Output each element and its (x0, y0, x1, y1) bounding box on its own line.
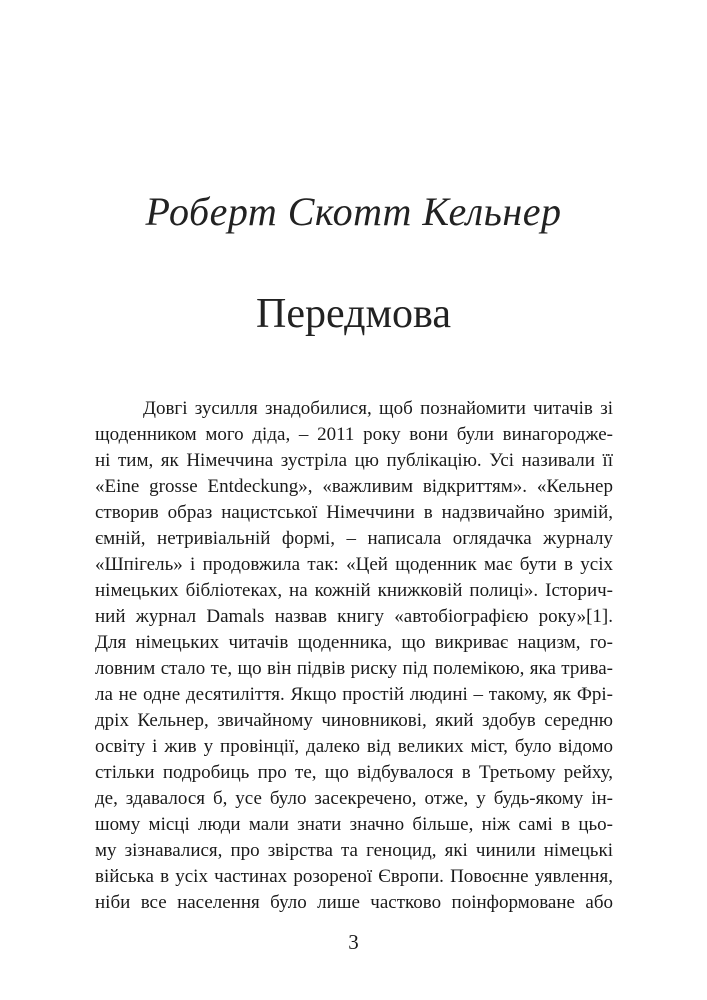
text-line: щоденником мого діда, – 2011 року вони були винагородже- (95, 424, 613, 445)
text-line: ла не одне десятиліття. Якщо простій людині – такому, як Фрі- (95, 684, 613, 705)
text-line: німецьких бібліотеках, на кожній книжковій полиці». Історич- (95, 580, 613, 601)
text-line: де, здавалося б, усе було засекречено, отже, у будь-якому ін- (95, 788, 613, 809)
page-number: 3 (348, 930, 359, 954)
text-line: ніби все населення було лише частково поінформоване або (95, 892, 613, 913)
text-line: «Eine grosse Entdeckung», «важливим відкриттям». «Кельнер (95, 476, 613, 497)
text-line: створив образ нацистської Німеччини в надзвичайно зримій, (95, 502, 613, 523)
body-text (95, 396, 613, 916)
text-line: ловним стало те, що він підвів риску під полемікою, яка трива- (95, 658, 613, 679)
text-line: ємній, нетривіальній формі, – написала оглядачка журналу (95, 528, 613, 549)
text-line: ні тим, як Німеччина зустріла цю публікацію. Усі називали її (95, 450, 613, 471)
text-line: війська в усіх частинах розореної Європи. Повоєнне уявлення, (95, 866, 613, 887)
text-line: му зізнавалися, про звірства та геноцид, які чинили німецькі (95, 840, 613, 861)
text-line: дріх Кельнер, звичайному чиновникові, який здобув середню (95, 710, 613, 731)
text-line: освіту і жив у провінції, далеко від великих міст, було відомо (95, 736, 613, 757)
text-line: шому місці люди мали знати значно більше, ніж самі в цьо- (95, 814, 613, 835)
text-line: ний журнал Damals назвав книгу «автобіографією року»[1]. (95, 606, 613, 627)
author-name: Роберт Скотт Кельнер (145, 189, 562, 234)
text-line: Довгі зусилля знадобилися, щоб познайомити читачів зі (143, 398, 613, 419)
text-line: Для німецьких читачів щоденника, що викриває нацизм, го- (95, 632, 613, 653)
chapter-title: Передмова (256, 291, 451, 337)
text-line: «Шпігель» і продовжила так: «Цей щоденник має бути в усіх (95, 554, 613, 575)
text-line: стільки подробиць про те, що відбувалося в Третьому рейху, (95, 762, 613, 783)
